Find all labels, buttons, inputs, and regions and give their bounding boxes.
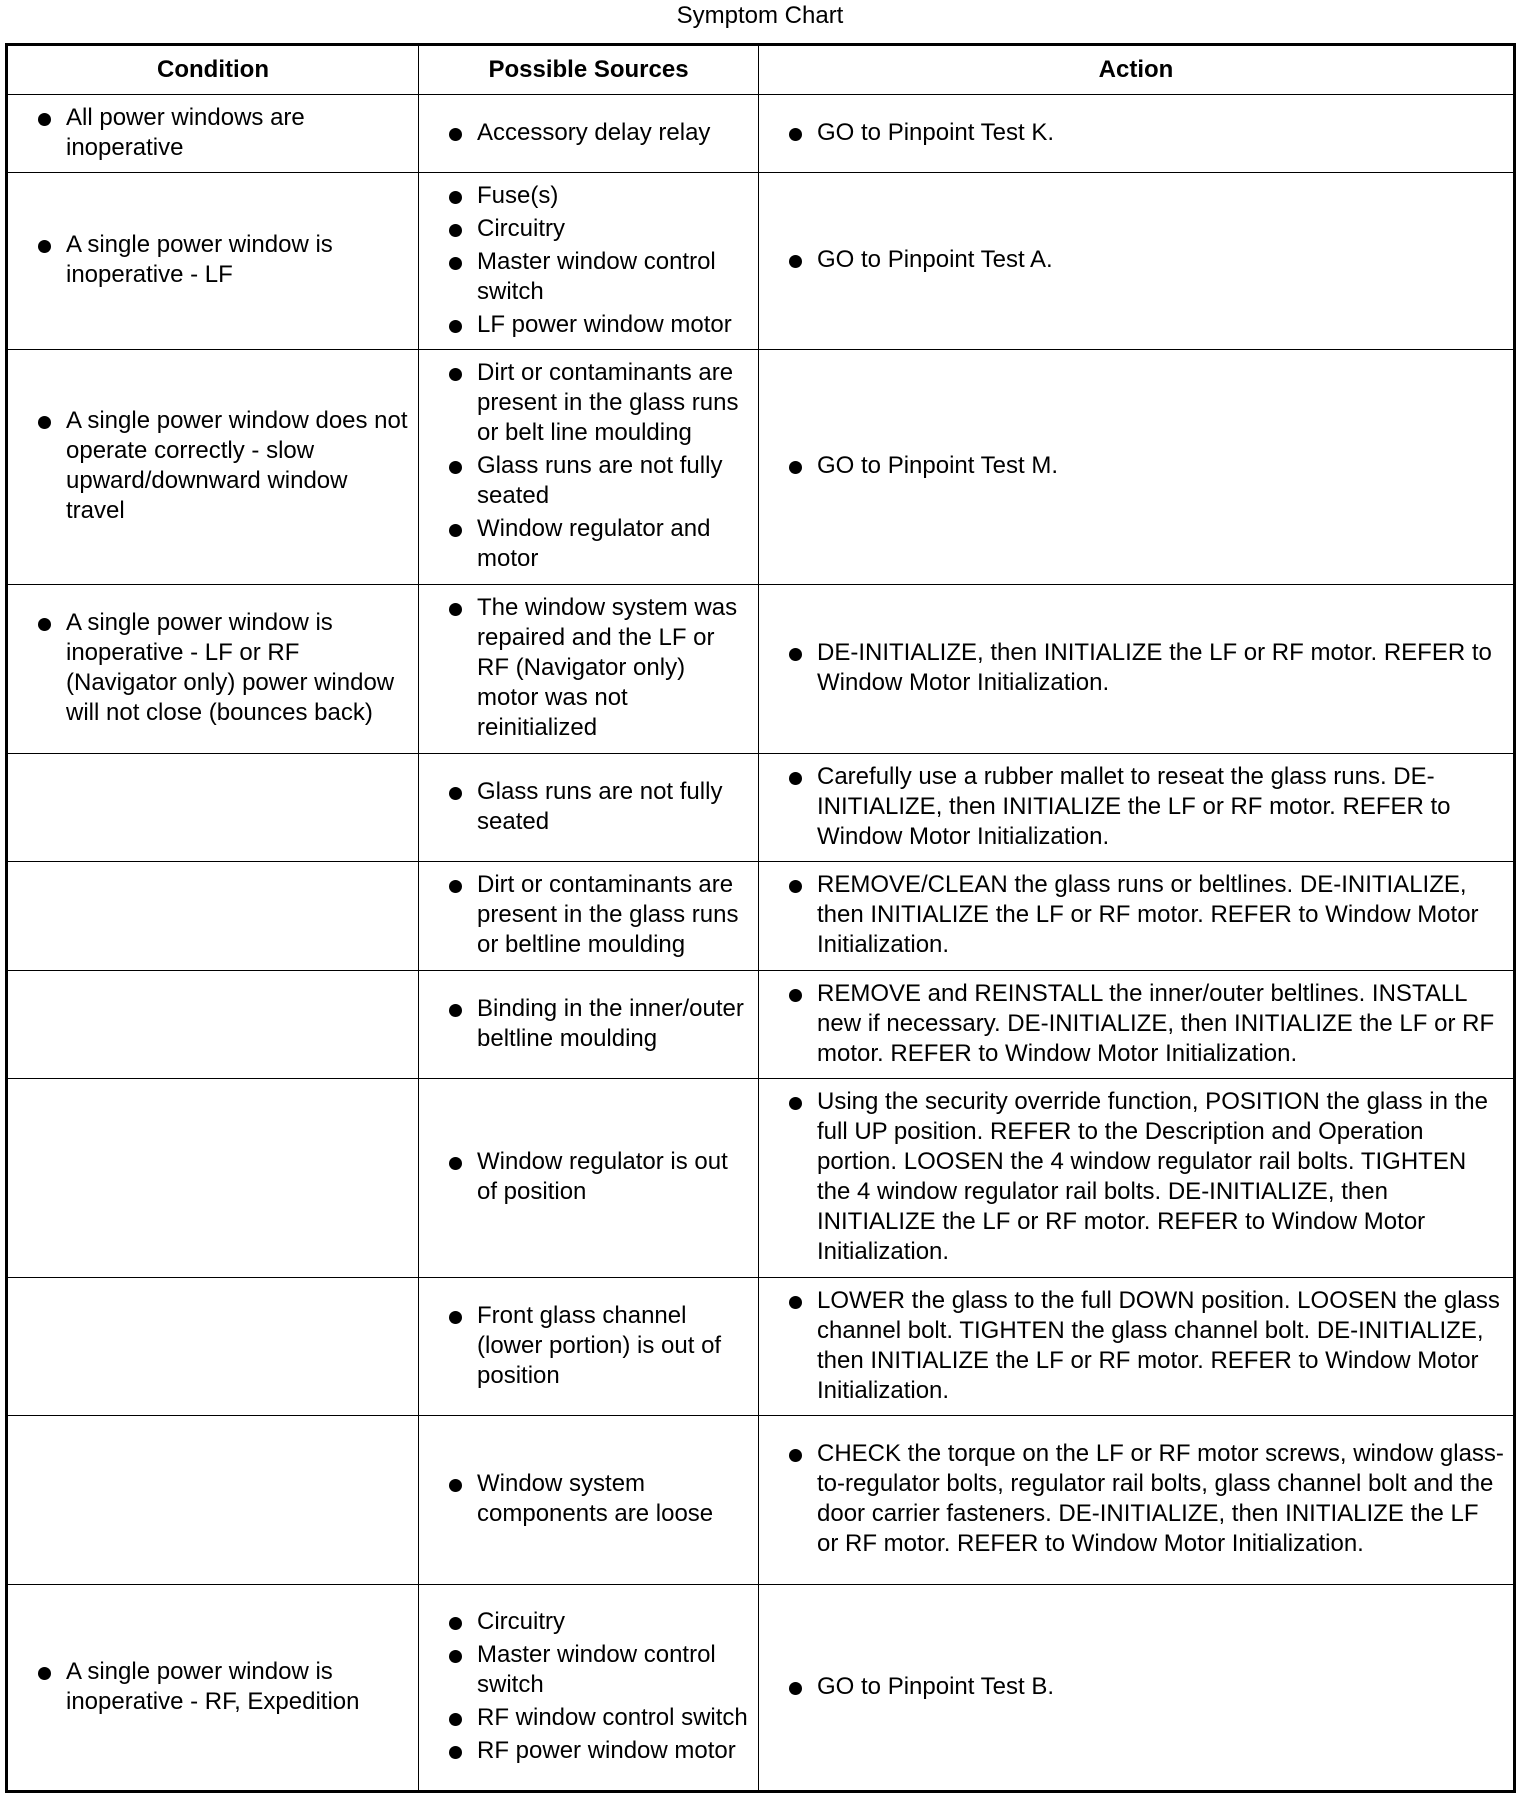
action-item: Using the security override function, POSITION the glass in the full UP position. REFER to the Description and Operation portion. LOOSEN the 4 window regulator rail bolts. TIGHTEN the 4 window regulator rail bolts. DE-INITIALIZE, then INITIALIZE the LF or RF motor. REFER to Window Motor Initialization. xyxy=(777,1087,1505,1267)
source-item: RF power window motor xyxy=(437,1736,750,1766)
sources-cell xyxy=(419,1585,759,1792)
table-row xyxy=(7,95,1515,173)
sources-cell xyxy=(419,1079,759,1278)
action-cell xyxy=(759,173,1515,350)
action-item: LOWER the glass to the full DOWN position. LOOSEN the glass channel bolt. TIGHTEN the glass channel bolt. DE-INITIALIZE, then INITIALIZE the LF or RF motor. REFER to Window Motor Initialization. xyxy=(777,1286,1505,1406)
action-cell xyxy=(759,862,1515,971)
source-item: Window regulator is out of position xyxy=(437,1147,750,1207)
source-item: Accessory delay relay xyxy=(437,118,750,148)
action-item: GO to Pinpoint Test A. xyxy=(777,245,1505,275)
source-item: Front glass channel (lower portion) is out of position xyxy=(437,1301,750,1391)
action-cell xyxy=(759,95,1515,173)
action-cell xyxy=(759,1278,1515,1416)
source-item: Window regulator and motor xyxy=(437,514,750,574)
sources-cell xyxy=(419,585,759,754)
condition-cell xyxy=(7,1278,419,1416)
condition-cell xyxy=(7,173,419,350)
action-cell xyxy=(759,1416,1515,1585)
table-row xyxy=(7,862,1515,971)
condition-cell xyxy=(7,1079,419,1278)
symptom-table xyxy=(5,43,1516,1793)
source-item: Dirt or contaminants are present in the glass runs or belt line moulding xyxy=(437,358,750,448)
condition-cell xyxy=(7,95,419,173)
action-cell xyxy=(759,585,1515,754)
sources-cell xyxy=(419,1416,759,1585)
table-row xyxy=(7,1585,1515,1792)
source-item: LF power window motor xyxy=(437,310,750,340)
condition-cell xyxy=(7,1585,419,1792)
action-item: Carefully use a rubber mallet to reseat the glass runs. DE-INITIALIZE, then INITIALIZE the LF or RF motor. REFER to Window Motor Initialization. xyxy=(777,762,1505,852)
action-item: REMOVE and REINSTALL the inner/outer beltlines. INSTALL new if necessary. DE-INITIALIZE, then INITIALIZE the LF or RF motor. REFER to Window Motor Initialization. xyxy=(777,979,1505,1069)
action-cell xyxy=(759,350,1515,585)
source-item: Circuitry xyxy=(437,1607,750,1637)
condition-cell xyxy=(7,1416,419,1585)
source-item: Circuitry xyxy=(437,214,750,244)
condition-item: A single power window is inoperative - LF or RF (Navigator only) power window will not close (bounces back) xyxy=(26,608,410,728)
action-item: GO to Pinpoint Test M. xyxy=(777,451,1505,481)
sources-cell xyxy=(419,350,759,585)
condition-item: A single power window is inoperative - LF xyxy=(26,230,410,290)
sources-cell xyxy=(419,971,759,1079)
condition-cell xyxy=(7,862,419,971)
source-item: Master window control switch xyxy=(437,247,750,307)
header-possible-sources: Possible Sources xyxy=(419,45,759,95)
action-item: GO to Pinpoint Test K. xyxy=(777,118,1505,148)
sources-cell xyxy=(419,862,759,971)
source-item: Master window control switch xyxy=(437,1640,750,1700)
action-cell xyxy=(759,971,1515,1079)
table-row xyxy=(7,1416,1515,1585)
condition-cell xyxy=(7,350,419,585)
sources-cell xyxy=(419,1278,759,1416)
condition-cell xyxy=(7,754,419,862)
action-item: CHECK the torque on the LF or RF motor screws, window glass-to-regulator bolts, regulator rail bolts, glass channel bolt and the door carrier fasteners. DE-INITIALIZE, then INITIALIZE the LF or RF motor. REFER to Window Motor Initialization. xyxy=(777,1439,1505,1559)
sources-cell xyxy=(419,95,759,173)
table-row xyxy=(7,971,1515,1079)
condition-cell xyxy=(7,585,419,754)
condition-cell xyxy=(7,971,419,1079)
sources-cell xyxy=(419,173,759,350)
action-cell xyxy=(759,754,1515,862)
source-item: Dirt or contaminants are present in the glass runs or beltline moulding xyxy=(437,870,750,960)
source-item: Window system components are loose xyxy=(437,1469,750,1529)
condition-item: A single power window is inoperative - RF, Expedition xyxy=(26,1657,410,1717)
table-row xyxy=(7,350,1515,585)
header-action: Action xyxy=(759,45,1515,95)
source-item: Glass runs are not fully seated xyxy=(437,451,750,511)
action-cell xyxy=(759,1079,1515,1278)
action-cell xyxy=(759,1585,1515,1792)
source-item: Binding in the inner/outer beltline moulding xyxy=(437,994,750,1054)
condition-item: A single power window does not operate correctly - slow upward/downward window travel xyxy=(26,406,410,526)
table-row xyxy=(7,1079,1515,1278)
table-row xyxy=(7,1278,1515,1416)
source-item: Glass runs are not fully seated xyxy=(437,777,750,837)
action-item: REMOVE/CLEAN the glass runs or beltlines. DE-INITIALIZE, then INITIALIZE the LF or RF motor. REFER to Window Motor Initialization. xyxy=(777,870,1505,960)
header-condition: Condition xyxy=(7,45,419,95)
chart-title: Symptom Chart xyxy=(676,2,844,29)
condition-item: All power windows are inoperative xyxy=(26,103,410,163)
table-row xyxy=(7,585,1515,754)
table-row xyxy=(7,173,1515,350)
source-item: Fuse(s) xyxy=(437,181,750,211)
table-header-row xyxy=(7,45,1515,95)
sources-cell xyxy=(419,754,759,862)
source-item: The window system was repaired and the LF or RF (Navigator only) motor was not reinitialized xyxy=(437,593,750,743)
source-item: RF window control switch xyxy=(437,1703,750,1733)
table-row xyxy=(7,754,1515,862)
action-item: DE-INITIALIZE, then INITIALIZE the LF or RF motor. REFER to Window Motor Initialization. xyxy=(777,638,1505,698)
action-item: GO to Pinpoint Test B. xyxy=(777,1672,1505,1702)
